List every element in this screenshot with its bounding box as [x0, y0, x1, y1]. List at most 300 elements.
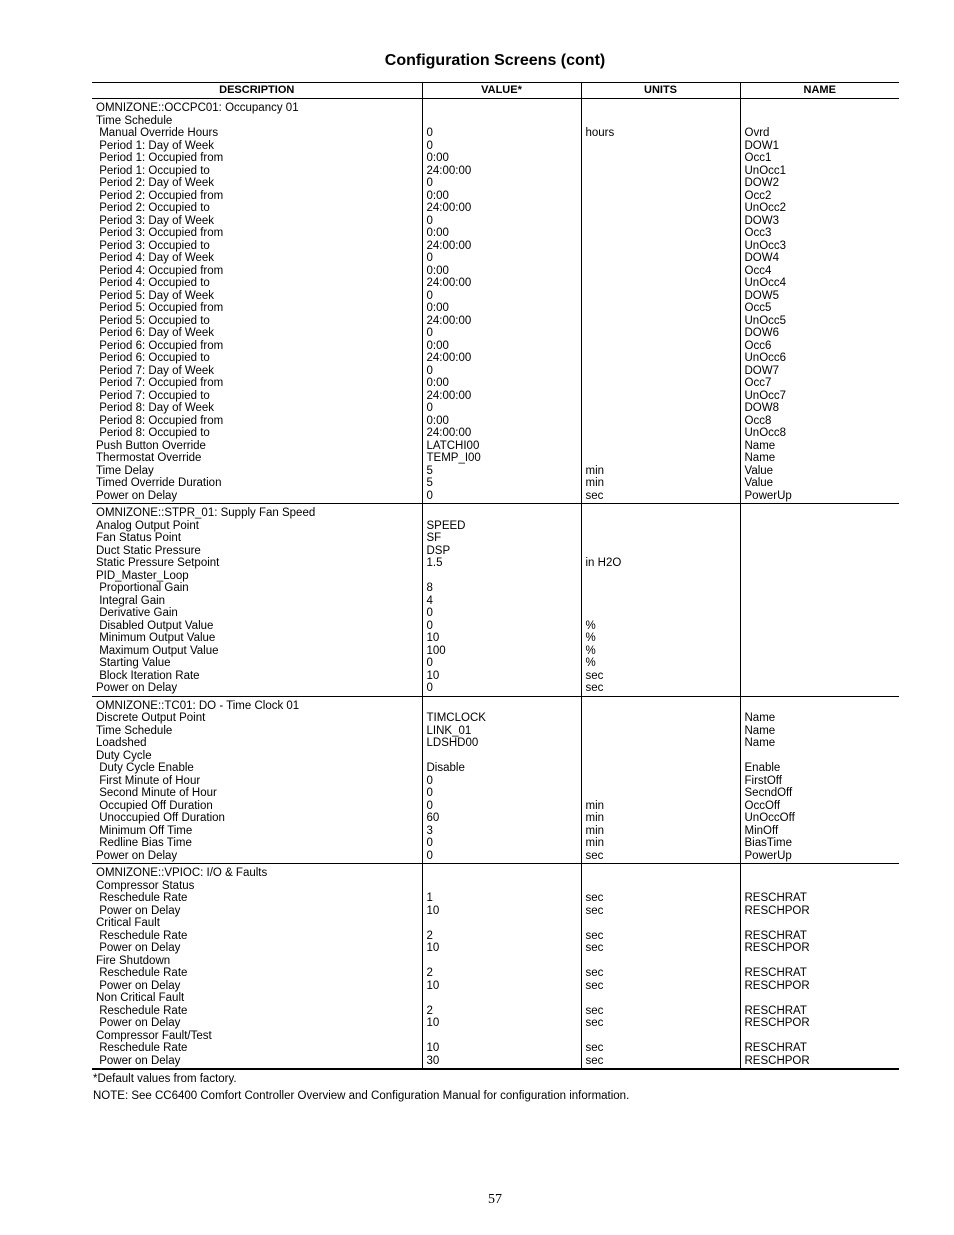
value-text: 10	[426, 942, 440, 954]
description-text: Period 5: Occupied to	[96, 314, 210, 327]
name-text: DOW7	[744, 364, 779, 377]
name-text: OccOff	[744, 799, 781, 812]
units-text	[586, 1030, 740, 1043]
description-text: Period 4: Occupied to	[96, 277, 210, 289]
value-text: 10	[426, 632, 440, 644]
units-text: sec	[585, 1054, 604, 1067]
description-text: Duty Cycle	[96, 749, 152, 762]
value-text	[427, 955, 581, 968]
units-text	[586, 867, 740, 880]
name-text	[745, 867, 900, 880]
description-text: Minimum Off Time	[96, 824, 193, 837]
note: NOTE: See CC6400 Comfort Controller Overview and Configuration Manual for configuration information.	[93, 1090, 630, 1102]
value-text: 10	[426, 979, 440, 992]
value-text: 1.5	[426, 557, 443, 569]
description-text: Period 5: Occupied from	[96, 302, 224, 314]
table-section	[92, 696, 899, 864]
units-text	[586, 775, 740, 788]
units-text	[586, 102, 740, 115]
value-text: SF	[426, 532, 442, 544]
units-text	[586, 240, 740, 253]
units-text	[586, 520, 740, 533]
description-text: Reschedule Rate	[96, 892, 188, 904]
description-text: Reschedule Rate	[96, 967, 188, 979]
value-text: 0	[426, 177, 433, 189]
units-text	[586, 880, 740, 893]
value-text: LDSHD00	[426, 737, 479, 749]
name-text	[745, 917, 900, 930]
name-text: Occ8	[744, 414, 772, 427]
name-text	[745, 607, 900, 620]
units-text	[586, 712, 740, 725]
column-header-units: UNITS	[581, 83, 740, 99]
name-text: RESCHPOR	[744, 979, 810, 992]
units-text: sec	[585, 489, 604, 502]
value-text: 10	[426, 1017, 440, 1029]
name-text: DOW3	[744, 214, 779, 227]
description-text: Power on Delay	[96, 682, 178, 694]
units-text: sec	[585, 1017, 604, 1029]
description-text: Period 3: Occupied to	[96, 239, 210, 252]
units-text	[586, 352, 740, 365]
value-text: 24:00:00	[426, 427, 472, 439]
units-text	[586, 215, 740, 228]
table-section	[92, 99, 899, 504]
description-text: Reschedule Rate	[96, 1042, 188, 1054]
value-text: 24:00:00	[426, 239, 472, 252]
name-text: RESCHPOR	[744, 1054, 810, 1067]
value-text: 8	[426, 582, 433, 594]
units-text: in H2O	[585, 557, 622, 569]
name-text: Occ7	[744, 377, 772, 389]
name-text: UnOcc6	[744, 352, 787, 364]
value-text	[427, 570, 581, 583]
section-value-cell	[422, 504, 581, 697]
value-text: 0	[426, 139, 433, 152]
value-text	[427, 507, 581, 520]
section-name-cell	[740, 864, 899, 1070]
description-text: Period 2: Occupied from	[96, 189, 224, 202]
name-text: Occ3	[744, 227, 772, 239]
name-text: FirstOff	[744, 774, 782, 787]
section-description-cell	[92, 99, 422, 504]
description-text: OMNIZONE::STPR_01: Supply Fan Speed	[96, 507, 316, 519]
units-text: min	[585, 824, 605, 837]
description-text: Period 1: Occupied from	[96, 152, 224, 164]
description-text: Fire Shutdown	[96, 954, 171, 967]
name-text	[745, 632, 900, 645]
description-text: Power on Delay	[96, 904, 181, 917]
units-text	[586, 955, 740, 968]
description-text: Period 3: Occupied from	[96, 227, 224, 239]
section-units-cell	[581, 99, 740, 504]
units-text: sec	[585, 1004, 604, 1017]
name-text: RESCHPOR	[744, 1017, 810, 1029]
units-text	[586, 152, 740, 165]
value-text: 2	[426, 929, 433, 942]
value-text: 0:00	[426, 414, 449, 427]
value-text	[427, 880, 581, 893]
value-text: 0	[426, 837, 433, 849]
description-text: Occupied Off Duration	[96, 799, 213, 812]
value-text: 5	[426, 477, 433, 489]
value-text: LATCHI00	[426, 439, 480, 452]
value-text	[427, 917, 581, 930]
description-text: Non Critical Fault	[96, 992, 185, 1004]
value-text: 0	[426, 607, 433, 619]
units-text	[586, 607, 740, 620]
units-text	[586, 725, 740, 738]
value-text: 4	[426, 594, 433, 607]
units-text	[586, 545, 740, 558]
units-text: %	[585, 644, 596, 657]
units-text: sec	[585, 979, 604, 992]
units-text: %	[585, 657, 596, 669]
value-text: 3	[426, 824, 433, 837]
description-text: First Minute of Hour	[96, 774, 201, 787]
units-text: sec	[585, 892, 604, 904]
description-text: Period 5: Day of Week	[96, 289, 215, 302]
value-text	[427, 867, 581, 880]
column-header-name: NAME	[740, 83, 899, 99]
value-text: 10	[426, 1042, 440, 1054]
description-text: OMNIZONE::TC01: DO - Time Clock 01	[96, 699, 300, 712]
name-text: Name	[744, 452, 776, 464]
value-text: 2	[426, 967, 433, 979]
description-text: Block Iteration Rate	[96, 669, 200, 682]
value-text: 1	[426, 892, 433, 904]
column-header-value: VALUE*	[422, 83, 581, 99]
column-header-description: DESCRIPTION	[92, 83, 422, 99]
name-text: UnOccOff	[744, 812, 795, 824]
units-text	[586, 202, 740, 215]
section-units-cell	[581, 696, 740, 864]
units-text	[586, 507, 740, 520]
value-text: 10	[426, 904, 440, 917]
value-text: 0:00	[426, 189, 449, 202]
value-text: 0	[426, 402, 433, 414]
value-text: 0:00	[426, 227, 449, 239]
name-text: DOW5	[744, 289, 779, 302]
name-text: UnOcc7	[744, 389, 787, 402]
name-text	[745, 570, 900, 583]
units-text: sec	[585, 669, 604, 682]
name-text	[745, 595, 900, 608]
description-text: Period 8: Day of Week	[96, 402, 215, 414]
description-text: Period 6: Day of Week	[96, 327, 215, 339]
name-text: Value	[744, 477, 774, 489]
name-text: Occ5	[744, 302, 772, 314]
name-text	[745, 557, 900, 570]
description-text: Duct Static Pressure	[96, 544, 201, 557]
description-text: Starting Value	[96, 657, 171, 669]
value-text: 0	[426, 849, 433, 862]
description-text: PID_Master_Loop	[96, 569, 189, 582]
value-text	[427, 750, 581, 763]
units-text: min	[585, 464, 605, 477]
description-text: OMNIZONE::OCCPC01: Occupancy 01	[96, 102, 299, 114]
value-text: 30	[426, 1054, 440, 1067]
description-text: Power on Delay	[96, 489, 178, 502]
units-text	[586, 402, 740, 415]
description-text: Time Delay	[96, 464, 154, 477]
name-text	[745, 880, 900, 893]
name-text	[745, 545, 900, 558]
table-section	[92, 504, 899, 697]
description-text: Thermostat Override	[96, 452, 202, 464]
units-text	[586, 452, 740, 465]
units-text	[586, 340, 740, 353]
name-text	[745, 507, 900, 520]
description-text: Integral Gain	[96, 594, 166, 607]
value-text: 0:00	[426, 377, 449, 389]
description-text: Manual Override Hours	[96, 127, 219, 139]
description-text: Compressor Fault/Test	[96, 1029, 212, 1042]
units-text	[586, 327, 740, 340]
units-text: sec	[585, 967, 604, 979]
description-text: Reschedule Rate	[96, 1004, 188, 1017]
name-text	[745, 682, 900, 695]
section-value-cell	[422, 864, 581, 1070]
value-text: TIMCLOCK	[426, 712, 486, 724]
value-text: 0	[426, 619, 433, 632]
description-text: Period 1: Day of Week	[96, 139, 215, 152]
units-text	[586, 582, 740, 595]
units-text	[586, 427, 740, 440]
table-section	[92, 864, 899, 1070]
description-text: Loadshed	[96, 737, 147, 749]
units-text	[586, 377, 740, 390]
units-text	[586, 115, 740, 128]
name-text: Enable	[744, 762, 781, 774]
name-text: DOW2	[744, 177, 779, 189]
name-text	[745, 645, 900, 658]
units-text: sec	[585, 682, 604, 694]
units-text	[586, 190, 740, 203]
units-text: min	[585, 477, 605, 489]
name-text	[745, 700, 900, 713]
name-text: BiasTime	[744, 837, 792, 849]
units-text	[586, 365, 740, 378]
units-text	[586, 277, 740, 290]
value-text	[427, 992, 581, 1005]
value-text: 0	[426, 682, 433, 694]
value-text: 24:00:00	[426, 164, 472, 177]
name-text: UnOcc4	[744, 277, 787, 289]
description-text: Timed Override Duration	[96, 477, 222, 489]
section-value-cell	[422, 99, 581, 504]
value-text: 24:00:00	[426, 352, 472, 364]
units-text: min	[585, 812, 605, 824]
description-text: Period 2: Day of Week	[96, 177, 215, 189]
description-text: Disabled Output Value	[96, 619, 214, 632]
description-text: Second Minute of Hour	[96, 787, 217, 799]
units-text	[586, 595, 740, 608]
section-name-cell	[740, 99, 899, 504]
value-text: 0:00	[426, 264, 449, 277]
name-text	[745, 657, 900, 670]
description-text: Time Schedule	[96, 114, 173, 127]
value-text: 0	[426, 799, 433, 812]
units-text: sec	[585, 849, 604, 862]
name-text	[745, 102, 900, 115]
name-text: RESCHPOR	[744, 904, 810, 917]
units-text	[586, 532, 740, 545]
name-text: DOW1	[744, 139, 779, 152]
description-text: Push Button Override	[96, 439, 206, 452]
value-text: 0	[426, 364, 433, 377]
value-text: TEMP_I00	[426, 452, 481, 464]
value-text: 0	[426, 127, 433, 139]
units-text	[586, 252, 740, 265]
value-text	[427, 115, 581, 128]
name-text: Occ1	[744, 152, 772, 164]
units-text	[586, 290, 740, 303]
value-text: DSP	[426, 544, 451, 557]
name-text: DOW4	[744, 252, 779, 264]
section-units-cell	[581, 504, 740, 697]
units-text	[586, 737, 740, 750]
value-text: 0:00	[426, 302, 449, 314]
description-text: Reschedule Rate	[96, 929, 188, 942]
name-text: UnOcc8	[744, 427, 787, 439]
value-text: 24:00:00	[426, 389, 472, 402]
description-text: Power on Delay	[96, 849, 178, 862]
units-text: %	[585, 619, 596, 632]
description-text: Minimum Output Value	[96, 632, 216, 644]
description-text: Critical Fault	[96, 917, 160, 929]
value-text: 10	[426, 669, 440, 682]
description-text: Power on Delay	[96, 1054, 181, 1067]
value-text: 0:00	[426, 152, 449, 164]
value-text: 0	[426, 214, 433, 227]
value-text: 0	[426, 787, 433, 799]
value-text: SPEED	[426, 519, 466, 532]
name-text: Ovrd	[744, 127, 770, 139]
units-text	[586, 265, 740, 278]
value-text: 2	[426, 1004, 433, 1017]
name-text: Occ2	[744, 189, 772, 202]
name-text	[745, 520, 900, 533]
value-text: 0	[426, 657, 433, 669]
units-text	[586, 762, 740, 775]
description-text: OMNIZONE::VPIOC: I/O & Faults	[96, 867, 268, 879]
units-text: sec	[585, 929, 604, 942]
name-text: UnOcc2	[744, 202, 787, 214]
description-text: Derivative Gain	[96, 607, 178, 619]
units-text: sec	[585, 1042, 604, 1054]
description-text: Compressor Status	[96, 879, 195, 892]
value-text: 100	[426, 644, 446, 657]
description-text: Period 7: Occupied from	[96, 377, 224, 389]
value-text: 60	[426, 812, 440, 824]
name-text: UnOcc5	[744, 314, 787, 327]
name-text: Occ4	[744, 264, 772, 277]
value-text: 0	[426, 774, 433, 787]
description-text: Period 6: Occupied from	[96, 339, 224, 352]
description-text: Period 3: Day of Week	[96, 214, 215, 227]
name-text	[745, 620, 900, 633]
description-text: Period 7: Day of Week	[96, 364, 215, 377]
name-text: Name	[744, 737, 776, 749]
value-text	[427, 1030, 581, 1043]
section-name-cell	[740, 504, 899, 697]
value-text: Disable	[426, 762, 465, 774]
name-text: MinOff	[744, 824, 779, 837]
name-text: UnOcc1	[744, 164, 787, 177]
description-text: Period 4: Day of Week	[96, 252, 215, 264]
description-text: Redline Bias Time	[96, 837, 192, 849]
name-text: PowerUp	[744, 849, 792, 862]
section-value-cell	[422, 696, 581, 864]
description-text: Static Pressure Setpoint	[96, 557, 220, 569]
units-text	[586, 787, 740, 800]
description-text: Discrete Output Point	[96, 712, 206, 724]
description-text: Period 2: Occupied to	[96, 202, 210, 214]
table-header-row	[92, 83, 899, 99]
units-text	[586, 750, 740, 763]
units-text	[586, 917, 740, 930]
value-text: 24:00:00	[426, 314, 472, 327]
page-number: 57	[488, 1192, 502, 1207]
table-body	[92, 99, 899, 1070]
description-text: Maximum Output Value	[96, 644, 219, 657]
description-text: Proportional Gain	[96, 582, 189, 594]
value-text: 24:00:00	[426, 202, 472, 214]
section-description-cell	[92, 696, 422, 864]
description-text: Period 7: Occupied to	[96, 389, 210, 402]
units-text	[586, 140, 740, 153]
footnote: *Default values from factory.	[93, 1073, 237, 1085]
units-text: hours	[585, 127, 615, 139]
name-text	[745, 955, 900, 968]
description-text: Power on Delay	[96, 942, 181, 954]
section-description-cell	[92, 864, 422, 1070]
description-text: Fan Status Point	[96, 532, 182, 544]
name-text	[745, 582, 900, 595]
description-text: Period 8: Occupied from	[96, 414, 224, 427]
name-text: Occ6	[744, 339, 772, 352]
units-text	[586, 700, 740, 713]
value-text: 24:00:00	[426, 277, 472, 289]
units-text: min	[585, 799, 605, 812]
name-text: RESCHRAT	[744, 967, 807, 979]
section-description-cell	[92, 504, 422, 697]
name-text: Name	[744, 712, 776, 724]
units-text	[586, 302, 740, 315]
units-text: sec	[585, 904, 604, 917]
name-text	[745, 750, 900, 763]
name-text: PowerUp	[744, 489, 792, 502]
page-title: Configuration Screens (cont)	[384, 52, 606, 69]
name-text: DOW8	[744, 402, 779, 414]
value-text: LINK_01	[426, 724, 472, 737]
name-text: UnOcc3	[744, 239, 787, 252]
name-text: SecndOff	[744, 787, 793, 799]
name-text: Value	[744, 464, 774, 477]
name-text: DOW6	[744, 327, 779, 339]
configuration-table	[92, 82, 899, 1070]
value-text: 5	[426, 464, 433, 477]
description-text: Period 8: Occupied to	[96, 427, 210, 439]
section-name-cell	[740, 696, 899, 864]
description-text: Period 1: Occupied to	[96, 164, 210, 177]
name-text: RESCHRAT	[744, 892, 807, 904]
name-text: RESCHRAT	[744, 929, 807, 942]
units-text: %	[585, 632, 596, 644]
value-text: 0	[426, 289, 433, 302]
description-text: Analog Output Point	[96, 519, 199, 532]
